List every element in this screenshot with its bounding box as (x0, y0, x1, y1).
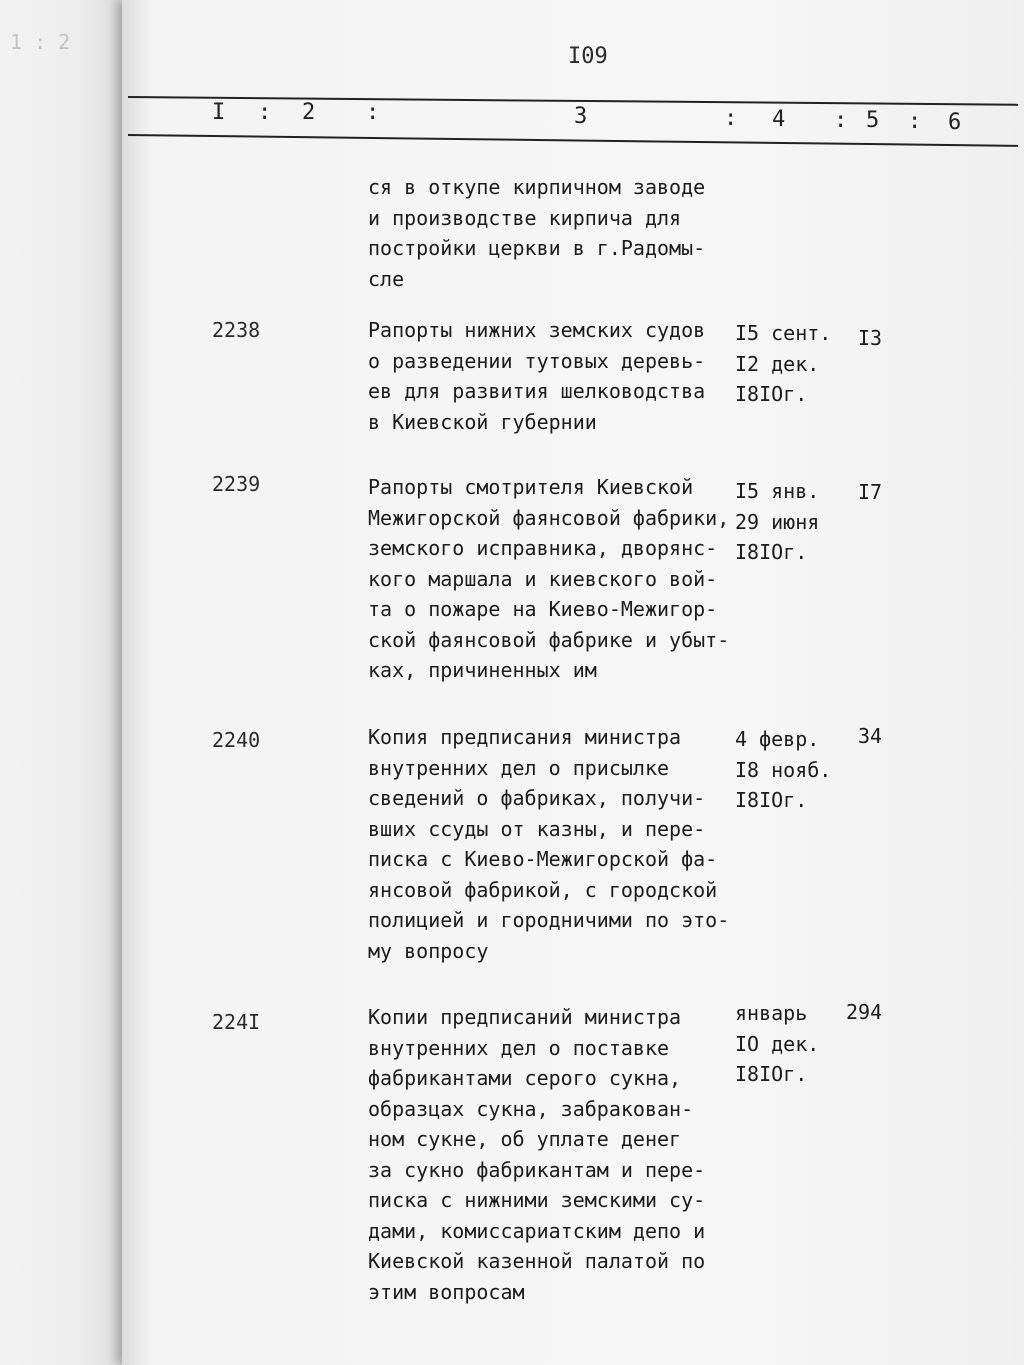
entry-dates: I5 сент. I2 дек. I8IOг. (735, 321, 832, 406)
entry-number: 2238 (212, 318, 261, 342)
entry-description: Копия предписания министра внутренних дел о присылке сведений о фабриках, получи- вших ссуды от казны, и пере- писка с Киево-Межигорской фа- янсовой фабрикой, с городской полицией и городничими по это- му вопросу (368, 725, 730, 963)
entry-dates: I5 янв. 29 июня I8IOг. (735, 479, 820, 564)
entry-number: 2240 (212, 728, 261, 752)
entry-number: 2239 (212, 472, 261, 496)
previous-page-edge (0, 0, 135, 1365)
entry-description: Рапорты нижних земских судов о разведении тутовых деревь- ев для развития шелководства в Киевской губернии (368, 318, 706, 434)
header-col-3: 3 (574, 104, 588, 129)
header-col-1: I (212, 100, 226, 125)
entry-description: Рапорты смотрителя Киевской Межигорской фаянсовой фабрики, земского исправника, дворянс- кого маршала и киевского вой- та о пожаре на Киево-Межигор- ской фаянсовой фабрике и убыт- ках, причиненных им (368, 475, 730, 682)
header-separator: : (908, 109, 922, 134)
header-col-5: 5 (866, 108, 880, 133)
header-separator: : (366, 100, 380, 125)
entry-dates: 4 февр. I8 нояб. I8IOг. (735, 727, 832, 812)
header-col-2: 2 (302, 100, 316, 125)
header-separator: : (258, 100, 272, 125)
entry-description: Копии предписаний министра внутренних дел о поставке фабрикантами серого сукна, образцах сукна, забракован- ном сукне, об уплате денег за сукно фабрикантам и пере- писка с нижними земскими су- дами, комиссариатским депо и Киевской казенной палатой по этим вопросам (368, 1005, 706, 1304)
entry-sheet-count: I7 (858, 480, 883, 504)
entry-number: 224I (212, 1010, 261, 1034)
entry-sheet-count: 34 (858, 724, 883, 748)
header-col-6: 6 (948, 110, 962, 135)
header-col-4: 4 (772, 107, 786, 132)
header-separator: : (834, 108, 848, 133)
bleed-through-text: 1 : 2 (10, 30, 71, 54)
page-number: I09 (568, 44, 608, 69)
header-separator: : (724, 106, 738, 131)
entry-sheet-count: 294 (846, 1000, 883, 1024)
entry-sheet-count: I3 (858, 326, 883, 350)
entry-description: ся в откупе кирпичном заводе и производстве кирпича для постройки церкви в г.Радомы- сле (368, 175, 706, 291)
entry-dates: январь IO дек. I8IOг. (735, 1001, 820, 1086)
